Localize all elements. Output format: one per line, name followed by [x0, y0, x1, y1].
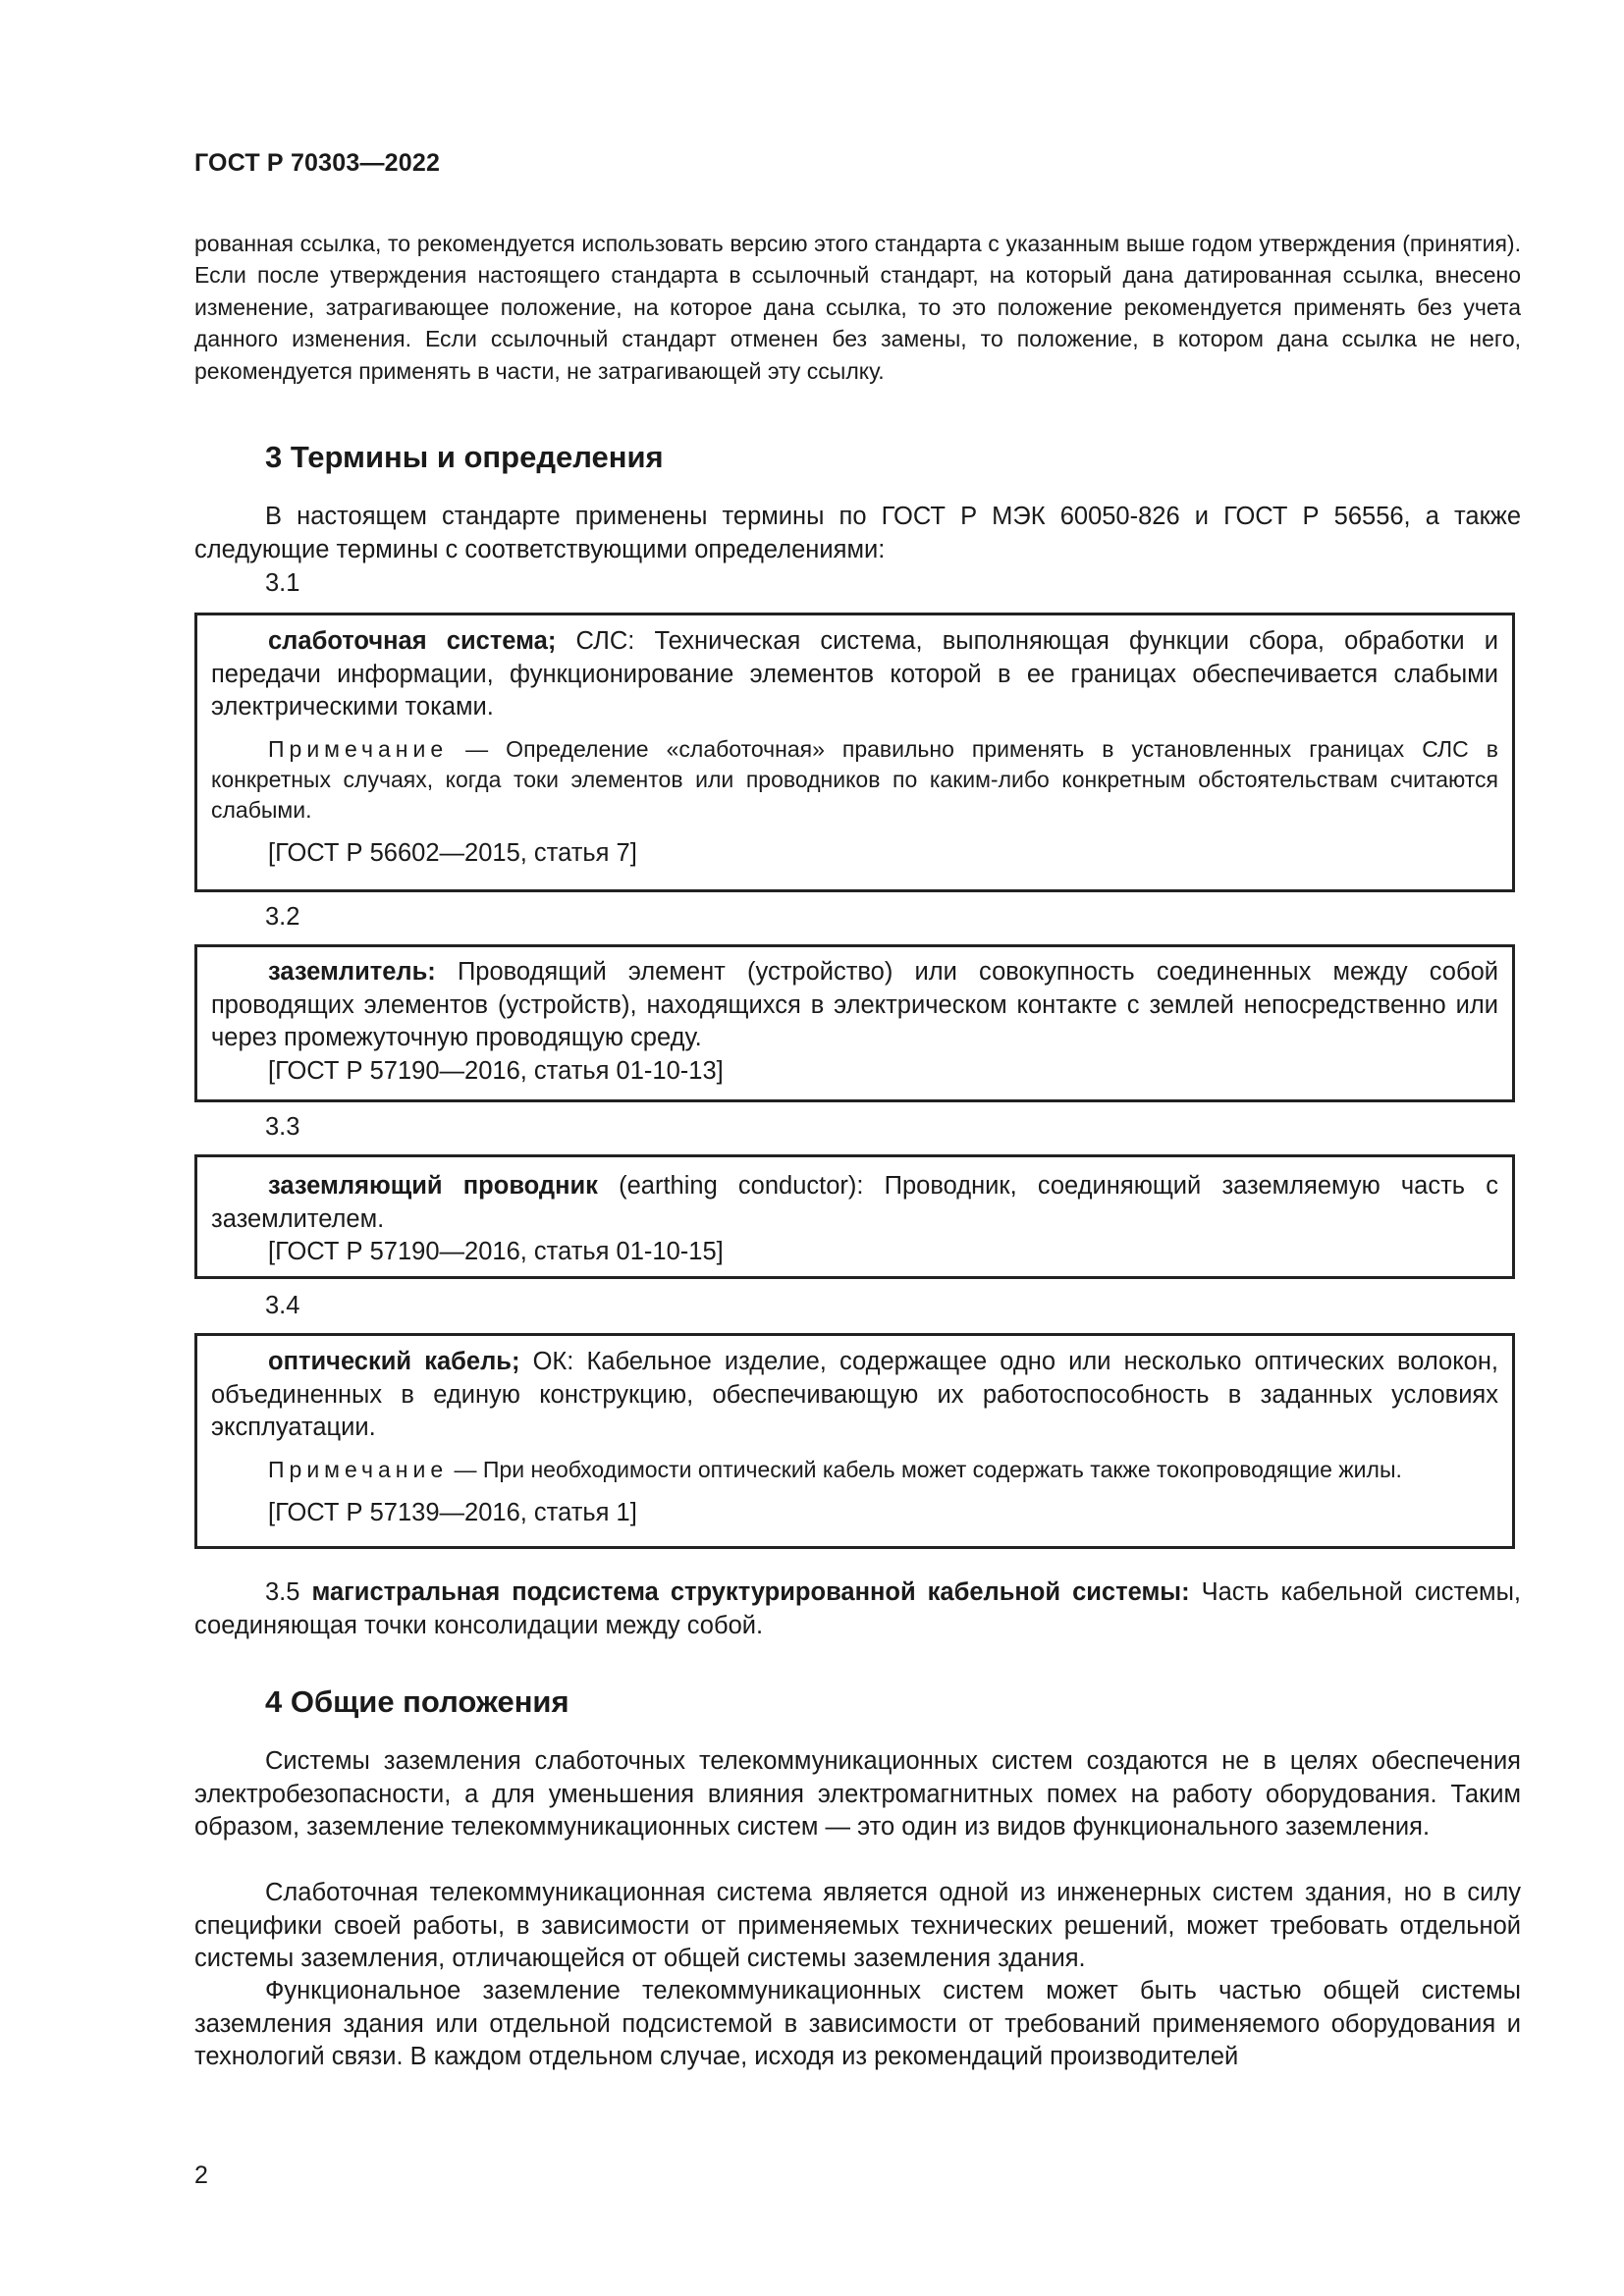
section-3-intro: В настоящем стандарте применены термины по ГОСТ Р МЭК 60050-826 и ГОСТ Р 56556, а также следующие термины с соответствующими определениями: [194, 503, 1521, 563]
section-4-paragraph: Слаботочная телекоммуникационная система является одной из инженерных систем здания, но в силу специфики своей работы, в зависимости от применяемых технических решений, может требовать отдельной системы заземления, отличающейся от общей системы заземления здания. [194, 1879, 1521, 1972]
term-number: 3.5 [265, 1578, 300, 1606]
term-source: [ГОСТ Р 57139—2016, статья 1] [268, 1498, 637, 1526]
term-text: (earthing conductor): Проводник, соединяющий заземляемую часть с заземлителем. [211, 1172, 1498, 1233]
term-source: [ГОСТ Р 57190—2016, статья 01-10-15] [268, 1238, 724, 1265]
term-source: [ГОСТ Р 57190—2016, статья 01-10-13] [268, 1056, 724, 1085]
term-name: заземлитель: [268, 958, 436, 986]
term-number: 3.2 [265, 903, 300, 931]
term-name: оптический кабель; [268, 1348, 520, 1375]
note-text: — Определение «слаботочная» правильно применять в установленных границах СЛС в конкретных случаях, когда токи элементов или проводников по каким-либо конкретным обстоятельствам считаются слабыми. [211, 735, 1498, 823]
note-text: — При необходимости оптический кабель может содержать также токопроводящие жилы. [448, 1456, 1402, 1482]
note-label: Примечание [268, 735, 449, 762]
term-3-5 [194, 1576, 1521, 1642]
section-3-title: 3 Термины и определения [265, 440, 664, 474]
note-label: Примечание [268, 1456, 449, 1482]
term-box-3-2 [194, 944, 1515, 1102]
term-text: Часть кабельной системы, соединяющая точки консолидации между собой. [194, 1578, 1521, 1639]
section-4-title: 4 Общие положения [265, 1684, 569, 1719]
term-definition [211, 1170, 1498, 1236]
term-number: 3.3 [265, 1113, 300, 1141]
term-name: магистральная подсистема структурированной кабельной системы: [311, 1578, 1190, 1606]
term-name: слаботочная система; [268, 627, 557, 655]
term-number: 3.1 [265, 569, 300, 597]
intro-paragraph: рованная ссылка, то рекомендуется использовать версию этого стандарта с указанным выше годом утверждения (принятия). Если после утверждения настоящего стандарта в ссылочный стандарт, на который дана датированная ссылка, внесено изменение, затрагивающее положение, на которое дана ссылка, то это положение рекомендуется применять без учета данного изменения. Если ссылочный стандарт отменен без замены, то положение, в котором дана ссылка не него, рекомендуется применять в части, не затрагивающей эту ссылку. [194, 231, 1521, 384]
term-text: Проводящий элемент (устройство) или совокупность соединенных между собой проводящих элементов (устройств), находящихся в электрическом контакте с землей непосредственно или через промежуточную проводящую среду. [211, 958, 1498, 1051]
term-text: ОК: Кабельное изделие, содержащее одно или несколько оптических волокон, объединенных в единую конструкцию, обеспечивающую их работоспособность в заданных условиях эксплуатации. [211, 1348, 1498, 1441]
term-text: СЛС: Техническая система, выполняющая функции сбора, обработки и передачи информации, функционирование элементов которой в ее границах обеспечивается слабыми электрическими токами. [211, 627, 1498, 721]
section-4-paragraph: Функциональное заземление телекоммуникационных систем может быть частью общей системы заземления здания или отдельной подсистемой в зависимости от требований применяемого оборудования и технологий связи. В каждом отдельном случае, исходя из рекомендаций производителей [194, 1977, 1521, 2070]
term-definition [211, 956, 1498, 1055]
page-number: 2 [194, 2162, 208, 2189]
term-name: заземляющий проводник [268, 1172, 598, 1200]
term-note [211, 734, 1498, 826]
term-box-3-3 [194, 1154, 1515, 1279]
term-definition [211, 1346, 1498, 1445]
term-definition [211, 625, 1498, 724]
term-number: 3.4 [265, 1292, 300, 1319]
document-header: ГОСТ Р 70303—2022 [194, 149, 441, 177]
term-source: [ГОСТ Р 56602—2015, статья 7] [268, 838, 637, 867]
term-box-3-4 [194, 1333, 1515, 1549]
term-note [211, 1455, 1498, 1485]
section-4-paragraph: Системы заземления слаботочных телекоммуникационных систем создаются не в целях обеспечения электробезопасности, а для уменьшения влияния электромагнитных помех на работу оборудования. Таким образом, заземление телекоммуникационных систем — это один из видов функционального заземления. [194, 1747, 1521, 1841]
term-box-3-1 [194, 613, 1515, 892]
